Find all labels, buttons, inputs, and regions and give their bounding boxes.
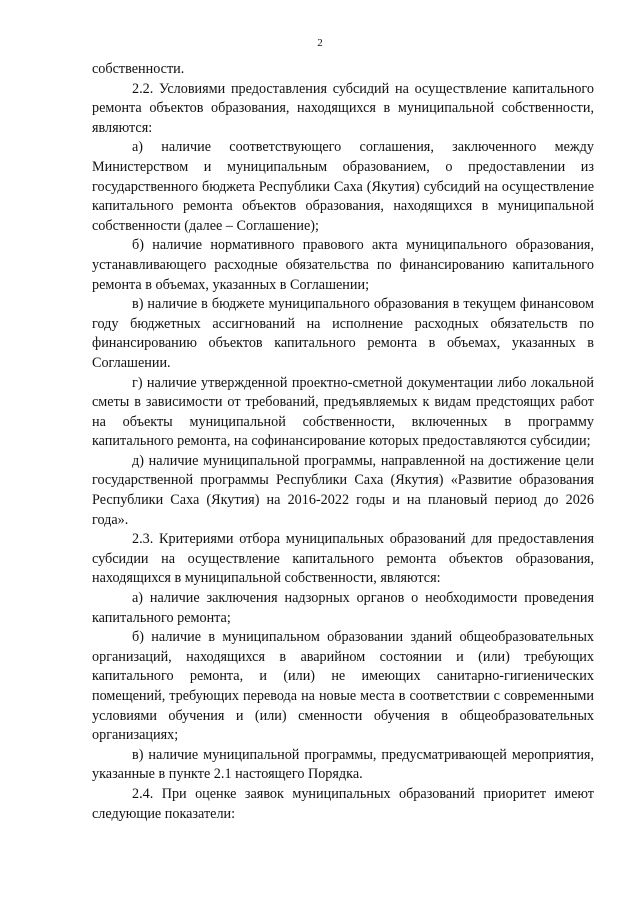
page-number: 2 [317, 37, 323, 49]
paragraph-2-2-d: д) наличие муниципальной программы, направленной на достижение цели государственной программы Республики Саха (Якутия) «Развитие образования Республики Саха (Якутия) на 2016-2022 годы и на плановый период до 2026 года». [92, 452, 594, 528]
paragraph-2-2-v: в) наличие в бюджете муниципального образования в текущем финансовом году бюджетных ассигнований на исполнение расходных обязательств по финансированию объектов капитального ремонта в объемах, указанных в Соглашении. [92, 296, 594, 371]
paragraph-2-3-v: в) наличие муниципальной программы, предусматривающей мероприятия, указанные в пункте 2.1 настоящего Порядка. [92, 746, 594, 783]
paragraph-2-2-a: а) наличие соответствующего соглашения, заключенного между Министерством и муниципальным образованием, о предоставлении из государственного бюджета Республики Саха (Якутия) субсидий на осуществление капитального ремонта объектов образования, находящихся в муниципальной собственности (далее – Соглашение); [92, 139, 594, 234]
paragraph-ownership-end: собственности. [92, 61, 185, 77]
paragraph-2-3-a: а) наличие заключения надзорных органов о необходимости проведения капитального ремонта; [92, 590, 594, 626]
paragraph-2-3: 2.3. Критериями отбора муниципальных образований для предоставления субсидии на осуществление капитального ремонта объектов образования, находящихся в муниципальной собственности, являются: [92, 531, 594, 587]
paragraph-2-2: 2.2. Условиями предоставления субсидий на осуществление капитального ремонта объектов образования, находящихся в муниципальной собственности, являются: [92, 80, 594, 136]
paragraph-2-2-g: г) наличие утвержденной проектно-сметной документации либо локальной сметы в зависимости от требований, предъявляемых к видам предстоящих работ на объекты муниципальной собственности, включенных в программу капитального ремонта, на софинансирование которых предоставляются субсидии; [92, 374, 594, 450]
paragraph-2-3-b: б) наличие в муниципальном образовании зданий общеобразовательных организаций, находящихся в аварийном состоянии и (или) требующих капитального ремонта, и (или) не имеющих санитарно-гигиенических помещений, требующих перевода на новые места в соответствии с современными условиями обучения и (или) сменности обучения в общеобразовательных организациях; [92, 629, 594, 744]
document-body [92, 60, 594, 824]
paragraph-2-4: 2.4. При оценке заявок муниципальных образований приоритет имеют следующие показатели: [92, 785, 594, 822]
paragraph-2-2-b: б) наличие нормативного правового акта муниципального образования, устанавливающего расходные обязательства по финансированию капитального ремонта в объемах, указанных в Соглашении; [92, 237, 594, 293]
